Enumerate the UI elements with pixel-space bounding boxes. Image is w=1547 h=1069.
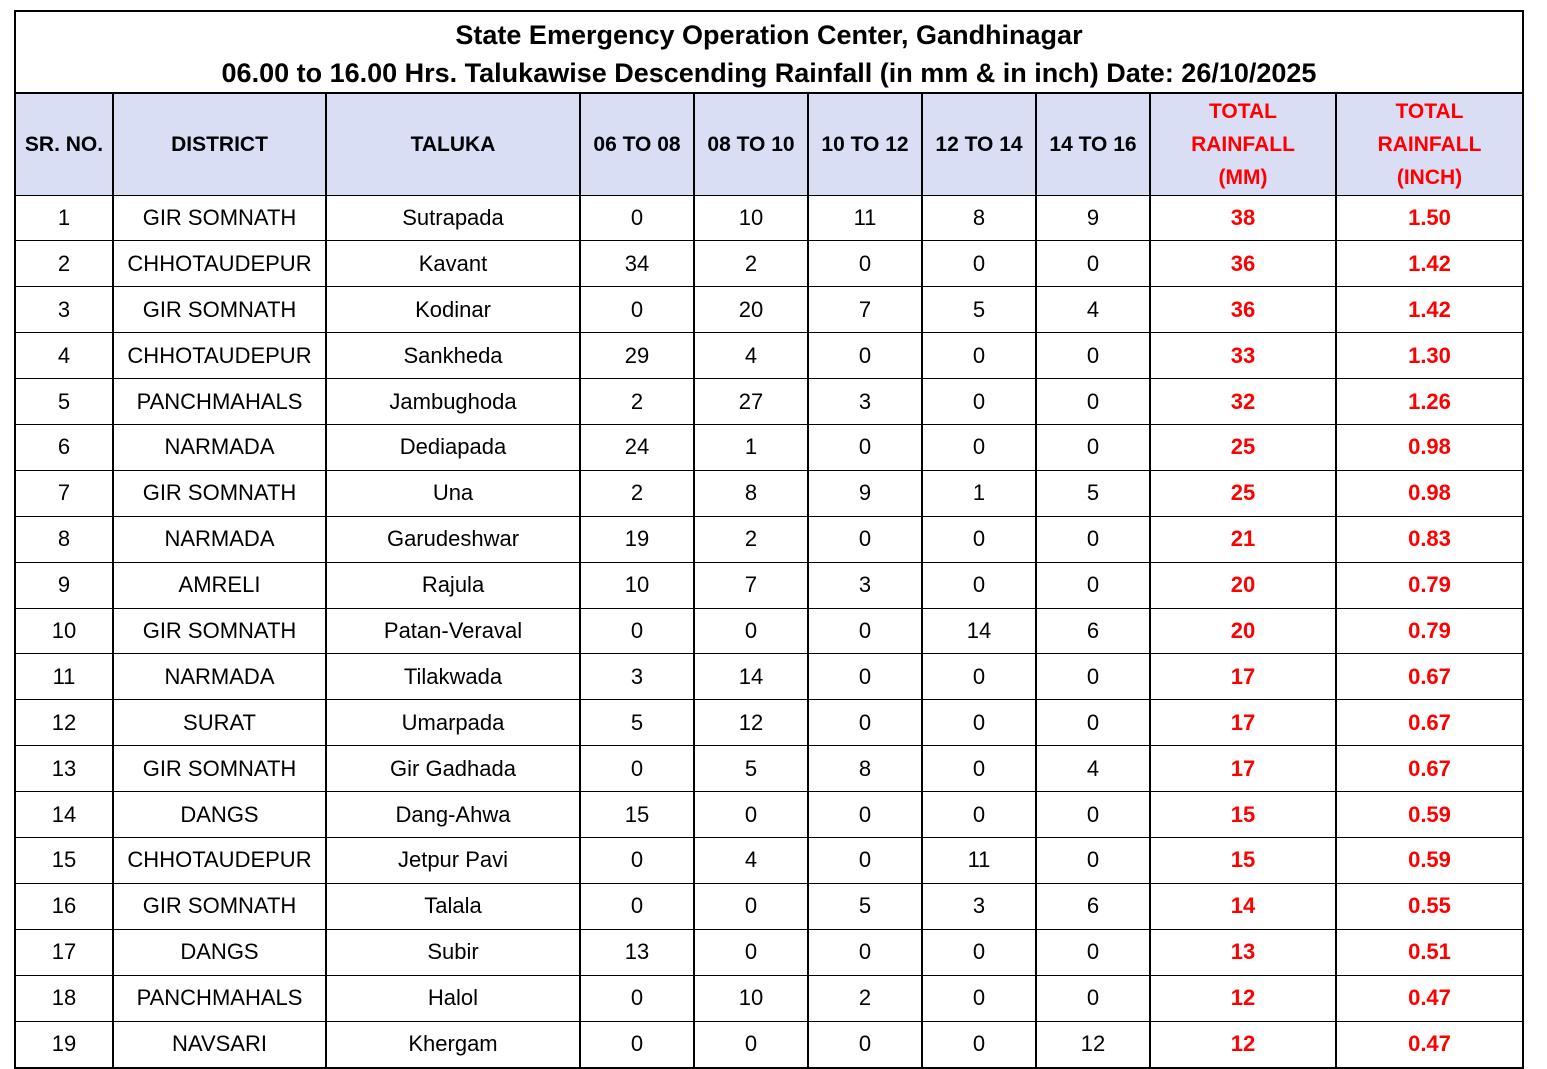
cell-sr-no: 17 [16, 929, 113, 975]
cell-08-to-10: 0 [694, 608, 808, 654]
cell-total-mm: 15 [1150, 792, 1336, 838]
cell-total-inch: 0.47 [1336, 975, 1522, 1021]
cell-sr-no: 3 [16, 287, 113, 333]
cell-total-inch: 0.79 [1336, 562, 1522, 608]
cell-sr-no: 2 [16, 241, 113, 287]
cell-taluka: Dang-Ahwa [326, 792, 580, 838]
cell-08-to-10: 1 [694, 424, 808, 470]
column-header-district: DISTRICT [113, 94, 326, 195]
cell-06-to-08: 0 [580, 746, 694, 792]
cell-12-to-14: 0 [922, 700, 1036, 746]
cell-total-inch: 0.67 [1336, 700, 1522, 746]
table-row [16, 929, 1522, 975]
cell-12-to-14: 0 [922, 1021, 1036, 1067]
cell-10-to-12: 11 [808, 195, 922, 241]
cell-06-to-08: 0 [580, 608, 694, 654]
cell-total-mm: 17 [1150, 700, 1336, 746]
cell-taluka: Tilakwada [326, 654, 580, 700]
table-row [16, 379, 1522, 425]
cell-12-to-14: 5 [922, 287, 1036, 333]
cell-08-to-10: 14 [694, 654, 808, 700]
cell-total-mm: 33 [1150, 333, 1336, 379]
cell-08-to-10: 10 [694, 195, 808, 241]
cell-sr-no: 5 [16, 379, 113, 425]
cell-district: GIR SOMNATH [113, 195, 326, 241]
cell-district: GIR SOMNATH [113, 608, 326, 654]
cell-08-to-10: 7 [694, 562, 808, 608]
cell-08-to-10: 4 [694, 837, 808, 883]
cell-06-to-08: 0 [580, 837, 694, 883]
cell-06-to-08: 3 [580, 654, 694, 700]
cell-total-mm: 15 [1150, 837, 1336, 883]
cell-sr-no: 11 [16, 654, 113, 700]
cell-14-to-16: 0 [1036, 700, 1150, 746]
cell-district: NARMADA [113, 424, 326, 470]
cell-10-to-12: 0 [808, 424, 922, 470]
cell-total-mm: 21 [1150, 516, 1336, 562]
cell-14-to-16: 6 [1036, 883, 1150, 929]
cell-10-to-12: 3 [808, 562, 922, 608]
cell-14-to-16: 0 [1036, 792, 1150, 838]
cell-12-to-14: 0 [922, 424, 1036, 470]
cell-06-to-08: 29 [580, 333, 694, 379]
cell-total-inch: 1.50 [1336, 195, 1522, 241]
cell-district: CHHOTAUDEPUR [113, 241, 326, 287]
cell-total-inch: 0.83 [1336, 516, 1522, 562]
cell-12-to-14: 0 [922, 792, 1036, 838]
cell-sr-no: 16 [16, 883, 113, 929]
cell-total-mm: 12 [1150, 1021, 1336, 1067]
cell-06-to-08: 34 [580, 241, 694, 287]
cell-district: CHHOTAUDEPUR [113, 837, 326, 883]
table-row [16, 195, 1522, 241]
cell-taluka: Sankheda [326, 333, 580, 379]
cell-taluka: Kavant [326, 241, 580, 287]
cell-taluka: Una [326, 470, 580, 516]
cell-12-to-14: 8 [922, 195, 1036, 241]
table-row [16, 700, 1522, 746]
cell-sr-no: 13 [16, 746, 113, 792]
cell-12-to-14: 0 [922, 241, 1036, 287]
cell-12-to-14: 0 [922, 562, 1036, 608]
table-header-row [16, 94, 1522, 195]
report-title-block [16, 12, 1522, 94]
cell-sr-no: 18 [16, 975, 113, 1021]
cell-12-to-14: 0 [922, 379, 1036, 425]
report-subtitle: 06.00 to 16.00 Hrs. Talukawise Descending Rainfall (in mm & in inch) Date: 26/10/2025 [221, 58, 1317, 88]
cell-taluka: Gir Gadhada [326, 746, 580, 792]
cell-14-to-16: 5 [1036, 470, 1150, 516]
cell-total-inch: 1.30 [1336, 333, 1522, 379]
cell-taluka: Jetpur Pavi [326, 837, 580, 883]
cell-district: PANCHMAHALS [113, 379, 326, 425]
cell-total-mm: 17 [1150, 654, 1336, 700]
cell-14-to-16: 0 [1036, 333, 1150, 379]
cell-06-to-08: 0 [580, 883, 694, 929]
cell-taluka: Halol [326, 975, 580, 1021]
cell-14-to-16: 9 [1036, 195, 1150, 241]
cell-district: CHHOTAUDEPUR [113, 333, 326, 379]
cell-10-to-12: 9 [808, 470, 922, 516]
cell-12-to-14: 3 [922, 883, 1036, 929]
cell-08-to-10: 5 [694, 746, 808, 792]
cell-taluka: Khergam [326, 1021, 580, 1067]
cell-12-to-14: 11 [922, 837, 1036, 883]
cell-08-to-10: 0 [694, 883, 808, 929]
cell-district: GIR SOMNATH [113, 287, 326, 333]
cell-sr-no: 15 [16, 837, 113, 883]
cell-taluka: Garudeshwar [326, 516, 580, 562]
cell-sr-no: 4 [16, 333, 113, 379]
cell-12-to-14: 0 [922, 516, 1036, 562]
table-row [16, 654, 1522, 700]
cell-08-to-10: 0 [694, 1021, 808, 1067]
cell-district: GIR SOMNATH [113, 746, 326, 792]
cell-06-to-08: 0 [580, 1021, 694, 1067]
cell-06-to-08: 0 [580, 975, 694, 1021]
cell-sr-no: 9 [16, 562, 113, 608]
cell-14-to-16: 0 [1036, 241, 1150, 287]
table-body [16, 195, 1522, 1067]
cell-08-to-10: 27 [694, 379, 808, 425]
table-row [16, 975, 1522, 1021]
cell-total-inch: 0.67 [1336, 654, 1522, 700]
cell-14-to-16: 4 [1036, 287, 1150, 333]
cell-10-to-12: 0 [808, 792, 922, 838]
cell-14-to-16: 0 [1036, 424, 1150, 470]
cell-10-to-12: 0 [808, 654, 922, 700]
cell-taluka: Talala [326, 883, 580, 929]
cell-total-inch: 0.67 [1336, 746, 1522, 792]
cell-10-to-12: 8 [808, 746, 922, 792]
cell-sr-no: 1 [16, 195, 113, 241]
cell-district: GIR SOMNATH [113, 883, 326, 929]
cell-taluka: Rajula [326, 562, 580, 608]
cell-total-inch: 0.47 [1336, 1021, 1522, 1067]
table-row [16, 792, 1522, 838]
column-header-total-inch: TOTAL RAINFALL (INCH) [1336, 94, 1522, 195]
cell-06-to-08: 5 [580, 700, 694, 746]
cell-total-mm: 13 [1150, 929, 1336, 975]
cell-14-to-16: 0 [1036, 929, 1150, 975]
rainfall-report-sheet [14, 10, 1524, 1069]
cell-district: NAVSARI [113, 1021, 326, 1067]
cell-total-inch: 0.59 [1336, 837, 1522, 883]
cell-sr-no: 14 [16, 792, 113, 838]
cell-14-to-16: 12 [1036, 1021, 1150, 1067]
cell-06-to-08: 0 [580, 195, 694, 241]
cell-06-to-08: 2 [580, 470, 694, 516]
cell-10-to-12: 0 [808, 837, 922, 883]
column-header-14-to-16: 14 TO 16 [1036, 94, 1150, 195]
cell-total-inch: 0.98 [1336, 424, 1522, 470]
cell-district: NARMADA [113, 654, 326, 700]
cell-district: GIR SOMNATH [113, 470, 326, 516]
cell-sr-no: 8 [16, 516, 113, 562]
cell-14-to-16: 4 [1036, 746, 1150, 792]
cell-sr-no: 10 [16, 608, 113, 654]
cell-12-to-14: 1 [922, 470, 1036, 516]
cell-12-to-14: 0 [922, 654, 1036, 700]
column-header-total-mm: TOTAL RAINFALL (MM) [1150, 94, 1336, 195]
cell-total-inch: 1.42 [1336, 287, 1522, 333]
column-header-taluka: TALUKA [326, 94, 580, 195]
table-row [16, 424, 1522, 470]
cell-06-to-08: 13 [580, 929, 694, 975]
cell-12-to-14: 14 [922, 608, 1036, 654]
cell-08-to-10: 20 [694, 287, 808, 333]
cell-06-to-08: 19 [580, 516, 694, 562]
cell-14-to-16: 6 [1036, 608, 1150, 654]
cell-total-mm: 32 [1150, 379, 1336, 425]
cell-total-mm: 38 [1150, 195, 1336, 241]
cell-06-to-08: 10 [580, 562, 694, 608]
cell-08-to-10: 0 [694, 929, 808, 975]
cell-10-to-12: 7 [808, 287, 922, 333]
cell-08-to-10: 8 [694, 470, 808, 516]
cell-08-to-10: 12 [694, 700, 808, 746]
cell-taluka: Kodinar [326, 287, 580, 333]
cell-total-mm: 36 [1150, 287, 1336, 333]
cell-08-to-10: 2 [694, 241, 808, 287]
cell-14-to-16: 0 [1036, 975, 1150, 1021]
cell-total-mm: 17 [1150, 746, 1336, 792]
cell-10-to-12: 5 [808, 883, 922, 929]
cell-10-to-12: 2 [808, 975, 922, 1021]
cell-district: SURAT [113, 700, 326, 746]
cell-taluka: Jambughoda [326, 379, 580, 425]
cell-taluka: Sutrapada [326, 195, 580, 241]
cell-14-to-16: 0 [1036, 379, 1150, 425]
cell-06-to-08: 2 [580, 379, 694, 425]
cell-total-mm: 25 [1150, 424, 1336, 470]
column-header-10-to-12: 10 TO 12 [808, 94, 922, 195]
cell-06-to-08: 0 [580, 287, 694, 333]
table-row [16, 516, 1522, 562]
cell-total-mm: 20 [1150, 608, 1336, 654]
cell-sr-no: 12 [16, 700, 113, 746]
cell-district: AMRELI [113, 562, 326, 608]
cell-08-to-10: 10 [694, 975, 808, 1021]
cell-district: NARMADA [113, 516, 326, 562]
cell-14-to-16: 0 [1036, 837, 1150, 883]
table-row [16, 470, 1522, 516]
cell-12-to-14: 0 [922, 746, 1036, 792]
cell-total-mm: 12 [1150, 975, 1336, 1021]
table-row [16, 333, 1522, 379]
cell-total-inch: 0.59 [1336, 792, 1522, 838]
table-row [16, 241, 1522, 287]
cell-12-to-14: 0 [922, 333, 1036, 379]
cell-10-to-12: 0 [808, 333, 922, 379]
cell-10-to-12: 0 [808, 241, 922, 287]
table-row [16, 562, 1522, 608]
cell-sr-no: 6 [16, 424, 113, 470]
cell-total-inch: 0.98 [1336, 470, 1522, 516]
cell-taluka: Dediapada [326, 424, 580, 470]
cell-total-mm: 36 [1150, 241, 1336, 287]
cell-10-to-12: 0 [808, 608, 922, 654]
cell-14-to-16: 0 [1036, 562, 1150, 608]
cell-taluka: Subir [326, 929, 580, 975]
column-header-sr-no: SR. NO. [16, 94, 113, 195]
table-row [16, 608, 1522, 654]
cell-08-to-10: 2 [694, 516, 808, 562]
cell-sr-no: 19 [16, 1021, 113, 1067]
table-row [16, 837, 1522, 883]
cell-12-to-14: 0 [922, 975, 1036, 1021]
cell-08-to-10: 0 [694, 792, 808, 838]
cell-10-to-12: 0 [808, 1021, 922, 1067]
table-row [16, 1021, 1522, 1067]
cell-14-to-16: 0 [1036, 654, 1150, 700]
cell-taluka: Patan-Veraval [326, 608, 580, 654]
cell-total-mm: 20 [1150, 562, 1336, 608]
cell-total-inch: 0.55 [1336, 883, 1522, 929]
cell-08-to-10: 4 [694, 333, 808, 379]
cell-district: DANGS [113, 929, 326, 975]
cell-06-to-08: 15 [580, 792, 694, 838]
table-row [16, 287, 1522, 333]
cell-14-to-16: 0 [1036, 516, 1150, 562]
table-row [16, 746, 1522, 792]
cell-total-inch: 0.51 [1336, 929, 1522, 975]
report-title: State Emergency Operation Center, Gandhinagar [455, 20, 1083, 50]
cell-total-mm: 14 [1150, 883, 1336, 929]
cell-total-inch: 0.79 [1336, 608, 1522, 654]
column-header-12-to-14: 12 TO 14 [922, 94, 1036, 195]
cell-12-to-14: 0 [922, 929, 1036, 975]
table-row [16, 883, 1522, 929]
rainfall-table [16, 94, 1522, 1067]
cell-sr-no: 7 [16, 470, 113, 516]
cell-06-to-08: 24 [580, 424, 694, 470]
cell-district: DANGS [113, 792, 326, 838]
cell-10-to-12: 0 [808, 516, 922, 562]
cell-total-inch: 1.42 [1336, 241, 1522, 287]
column-header-08-to-10: 08 TO 10 [694, 94, 808, 195]
cell-taluka: Umarpada [326, 700, 580, 746]
cell-10-to-12: 0 [808, 700, 922, 746]
column-header-06-to-08: 06 TO 08 [580, 94, 694, 195]
cell-total-inch: 1.26 [1336, 379, 1522, 425]
cell-10-to-12: 0 [808, 929, 922, 975]
cell-10-to-12: 3 [808, 379, 922, 425]
cell-total-mm: 25 [1150, 470, 1336, 516]
cell-district: PANCHMAHALS [113, 975, 326, 1021]
